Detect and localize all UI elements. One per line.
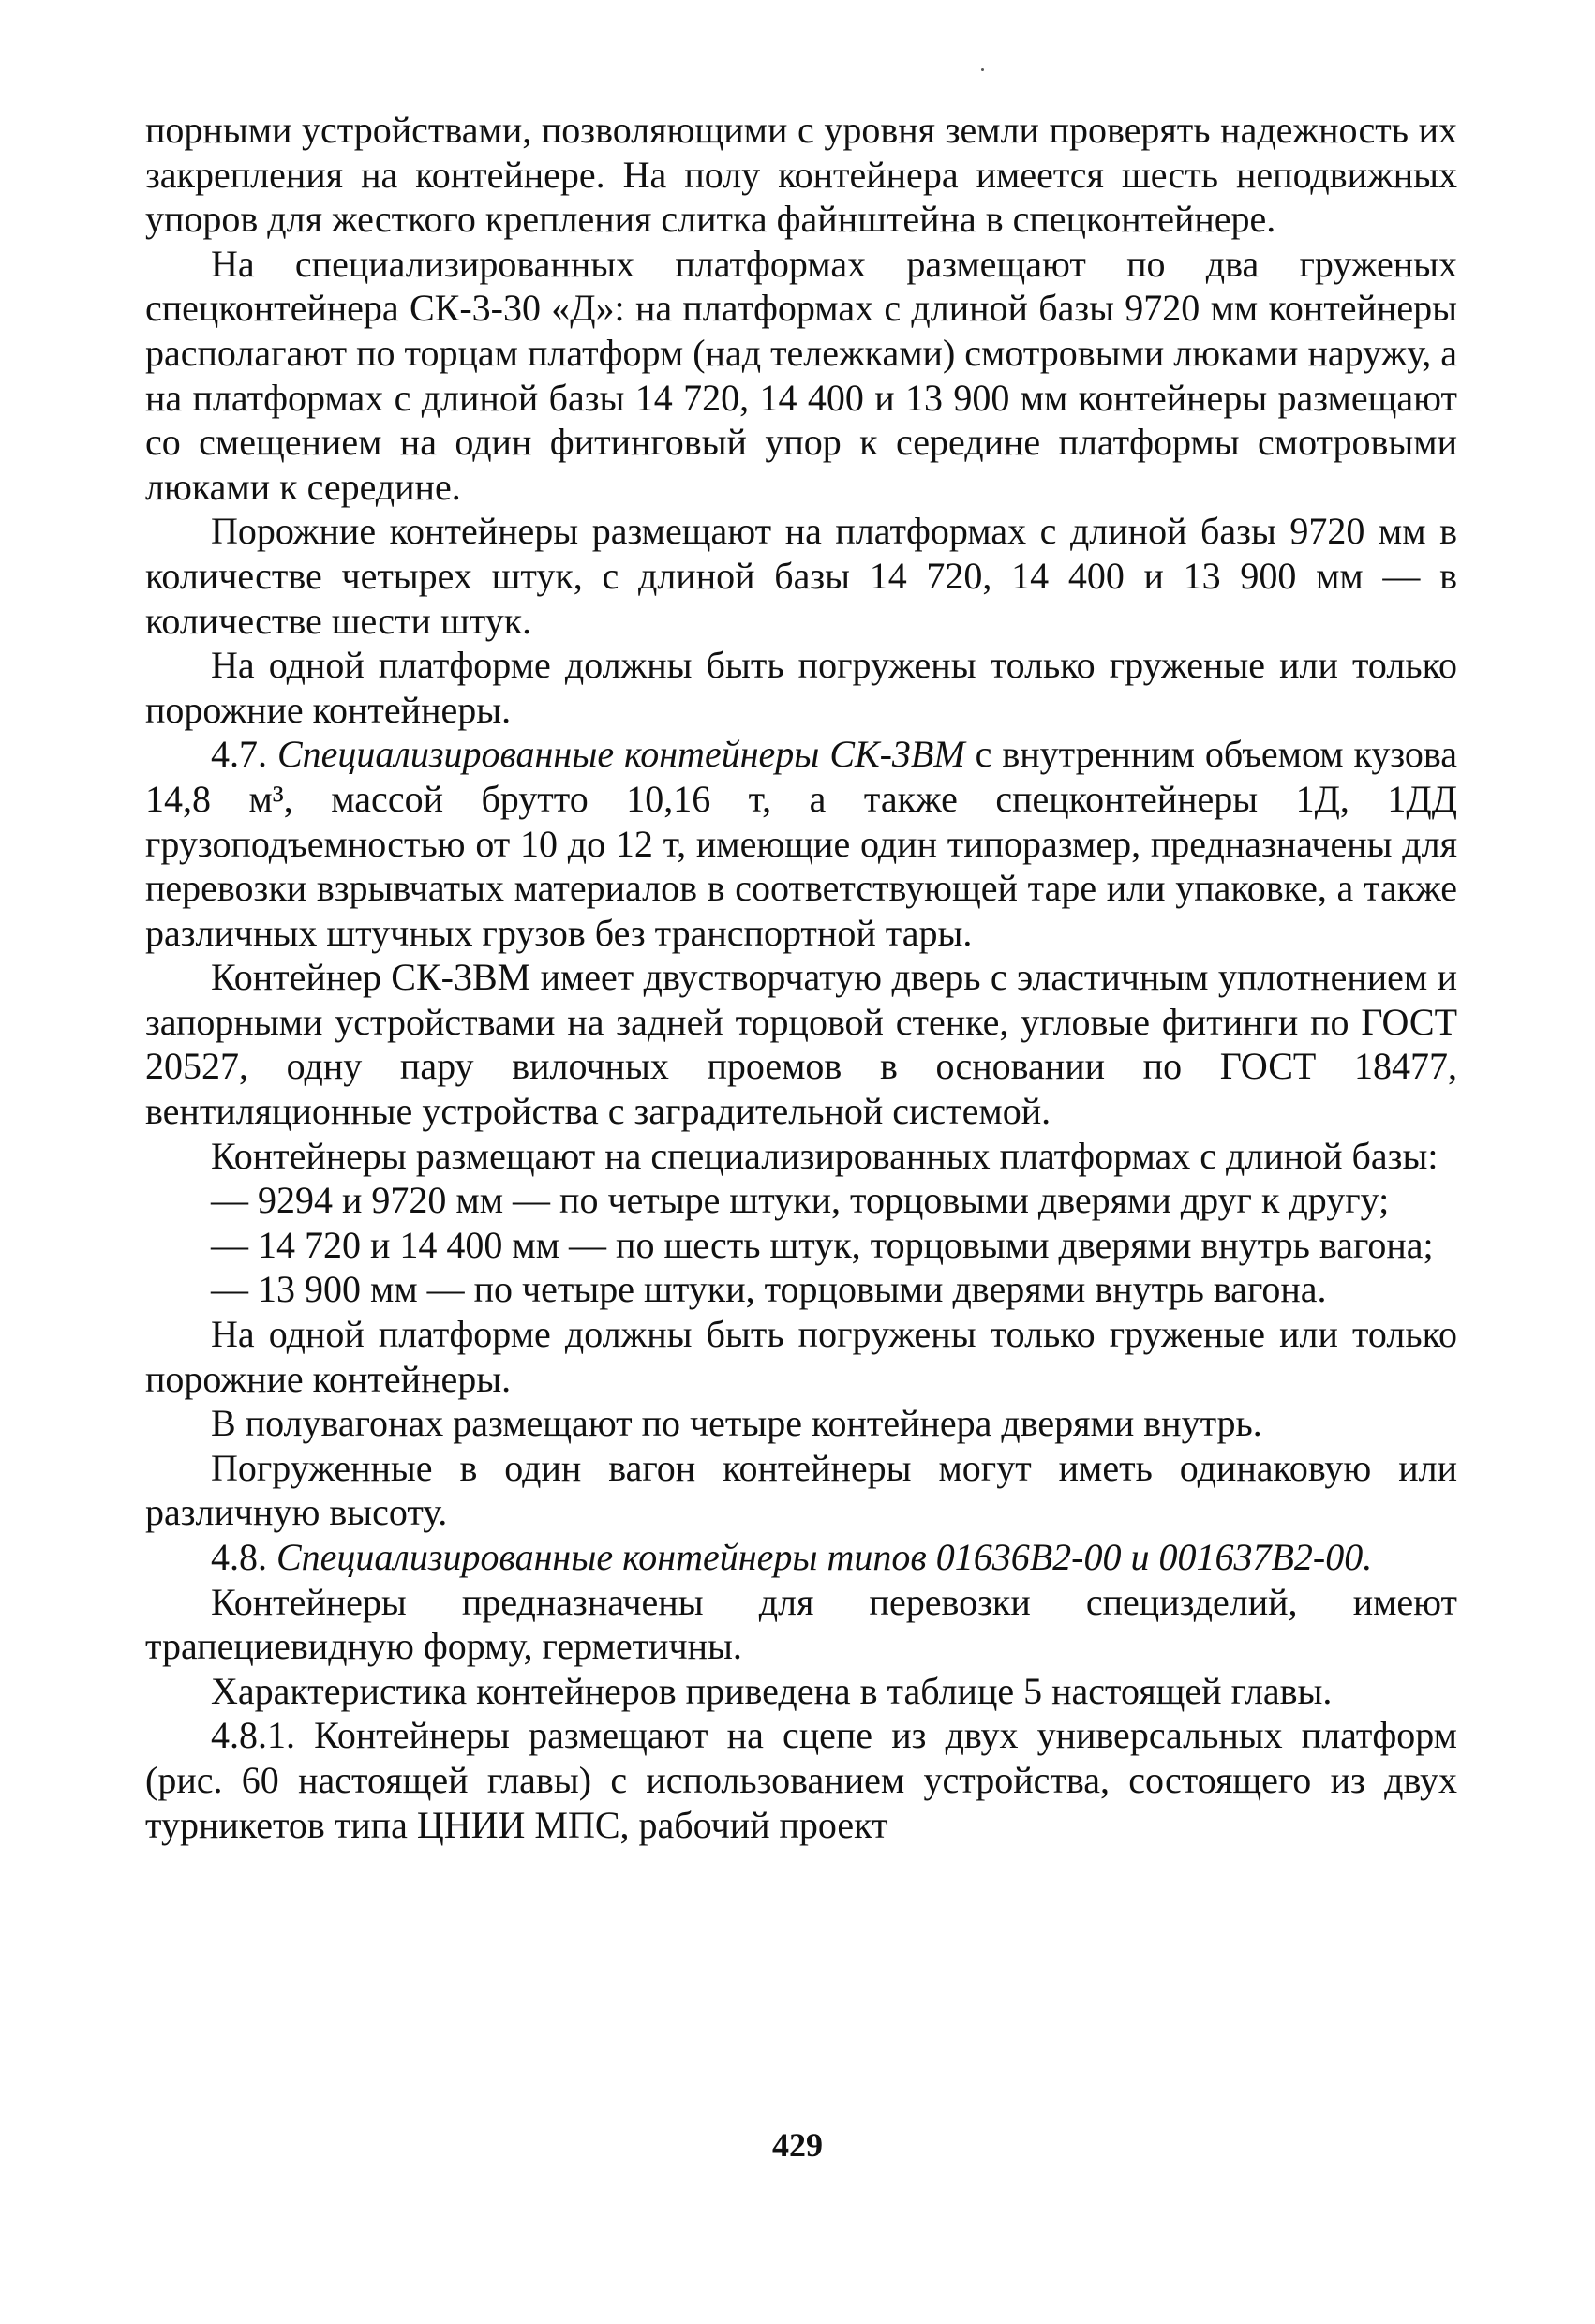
page-body bbox=[145, 108, 1457, 1847]
paragraph-empty-containers: Порожние контейнеры размещают на платформах с длиной базы 9720 мм в количестве четырех штук, с длиной базы 14 720, 14 400 и 13 900 мм — в количестве шести штук. bbox=[145, 510, 1457, 642]
paragraph-section-4-8 bbox=[145, 1535, 1457, 1580]
list-item: — 9294 и 9720 мм — по четыре штуки, торцовыми дверями друг к другу; bbox=[211, 1179, 1390, 1222]
paragraph-container-description: Контейнер СК-3ВМ имеет двустворчатую дверь с эластичным уплотнением и запорными устройствами на задней торцовой стенке, угловые фитинги по ГОСТ 20527, одну пару вилочных проемов в основании по ГОСТ 18477, вентиляционные устройства с заградительной системой. bbox=[145, 956, 1457, 1133]
section-text: с внутренним объемом кузова 14,8 м³, массой брутто 10,16 т, а также спецконтейнеры 1Д, 1ДД грузоподъемностью от 10 до 12 т, имеющие один типоразмер, предназначены для перевозки взрывчатых материалов в соответствующей таре или упаковке, а также различных штучных грузов без транспортной тары. bbox=[145, 733, 1458, 954]
page-number: 429 bbox=[772, 2126, 823, 2164]
list-item: — 14 720 и 14 400 мм — по шесть штук, торцовыми дверями внутрь вагона; bbox=[211, 1223, 1434, 1266]
scan-artifact-dot bbox=[981, 68, 984, 71]
section-title-italic: Специализированные контейнеры типов 01636В2-00 и 001637В2-00. bbox=[276, 1536, 1373, 1578]
paragraph-loading-rule-2: На одной платформе должны быть погружены только груженые или только порожние контейнеры. bbox=[145, 1313, 1457, 1400]
paragraph-platform-intro: Контейнеры размещают на специализированных платформах с длиной базы: bbox=[211, 1134, 1438, 1177]
paragraph-loaded-containers: На специализированных платформах размещают по два груженых спецконтейнера СК-3-30 «Д»: на платформах с длиной базы 9720 мм контейнеры располагают по торцам платформ (над тележками) смотровыми люками наружу, а на платформах с длиной базы 14 720, 14 400 и 13 900 мм контейнеры размещают со смещением на один фитинговый упор к середине платформы смотровыми люками к середине. bbox=[145, 242, 1457, 508]
section-number: 4.7. bbox=[211, 733, 267, 776]
paragraph-purpose: Контейнеры предназначены для перевозки специзделий, имеют трапециевидную форму, герметичны. bbox=[145, 1580, 1457, 1668]
paragraph-section-4-8-1: 4.8.1. Контейнеры размещают на сцепе из двух универсальных платформ (рис. 60 настоящей главы) с использованием устройства, состоящего из двух турникетов типа ЦНИИ МПС, рабочий проект bbox=[145, 1714, 1457, 1846]
list-item: — 13 900 мм — по четыре штуки, торцовыми дверями внутрь вагона. bbox=[211, 1268, 1327, 1311]
paragraph-continuation: порными устройствами, позволяющими с уровня земли проверять надежность их закрепления на контейнере. На полу контейнера имеется шесть неподвижных упоров для жесткого крепления слитка файнштейна в спецконтейнере. bbox=[145, 109, 1457, 241]
section-title-italic: Специализированные контейнеры СК-3ВМ bbox=[276, 733, 965, 776]
paragraph-characteristics: Характеристика контейнеров приведена в таблице 5 настоящей главы. bbox=[211, 1669, 1333, 1712]
paragraph-section-4-7 bbox=[145, 732, 1457, 955]
section-number: 4.8. bbox=[211, 1536, 267, 1578]
paragraph-loading-rule: На одной платформе должны быть погружены только груженые или только порожние контейнеры. bbox=[145, 644, 1457, 731]
paragraph-gondola-cars: В полувагонах размещают по четыре контейнера дверями внутрь. bbox=[211, 1402, 1262, 1445]
paragraph-container-height: Погруженные в один вагон контейнеры могут иметь одинаковую или различную высоту. bbox=[145, 1446, 1457, 1534]
